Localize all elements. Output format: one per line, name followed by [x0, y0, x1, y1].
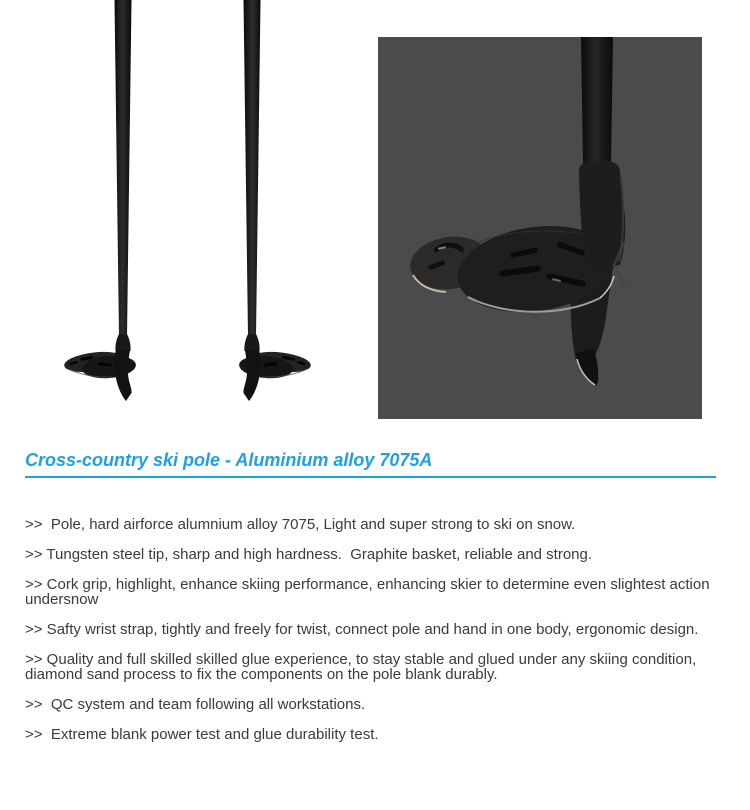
feature-item	[25, 727, 747, 742]
feature-line: >> Tungsten steel tip, sharp and high hardness. Graphite basket, reliable and strong.	[25, 546, 593, 563]
feature-line: >> Cork grip, highlight, enhance skiing performance, enhancing skier to determine even slightest action	[25, 576, 710, 593]
feature-item	[25, 652, 747, 682]
feature-line: >> QC system and team following all workstations.	[25, 696, 366, 713]
feature-item	[25, 622, 747, 637]
feature-item	[25, 517, 747, 532]
feature-line: >> Pole, hard airforce alumnium alloy 7075, Light and super strong to ski on snow.	[25, 516, 576, 533]
feature-line: undersnow	[25, 591, 99, 608]
feature-line: >> Quality and full skilled skilled glue experience, to stay stable and glued under any skiing condition,	[25, 651, 697, 668]
ski-poles-photo	[0, 0, 375, 410]
pole-basket-detail-image	[378, 37, 702, 419]
feature-line: diamond sand process to fix the components on the pole blank durably.	[25, 666, 498, 683]
ski-pole	[63, 0, 137, 401]
pole-basket-detail-photo	[378, 37, 702, 419]
feature-line: >> Safty wrist strap, tightly and freely for twist, connect pole and hand in one body, ergonomic design.	[25, 621, 699, 638]
feature-list	[25, 517, 747, 757]
feature-item	[25, 547, 747, 562]
product-title: Cross-country ski pole - Aluminium alloy 7075A	[25, 449, 716, 478]
pole-shaft	[581, 37, 613, 165]
ski-poles-image	[0, 0, 375, 410]
feature-item	[25, 697, 747, 712]
feature-item	[25, 577, 747, 607]
feature-line: >> Extreme blank power test and glue durability test.	[25, 726, 379, 743]
